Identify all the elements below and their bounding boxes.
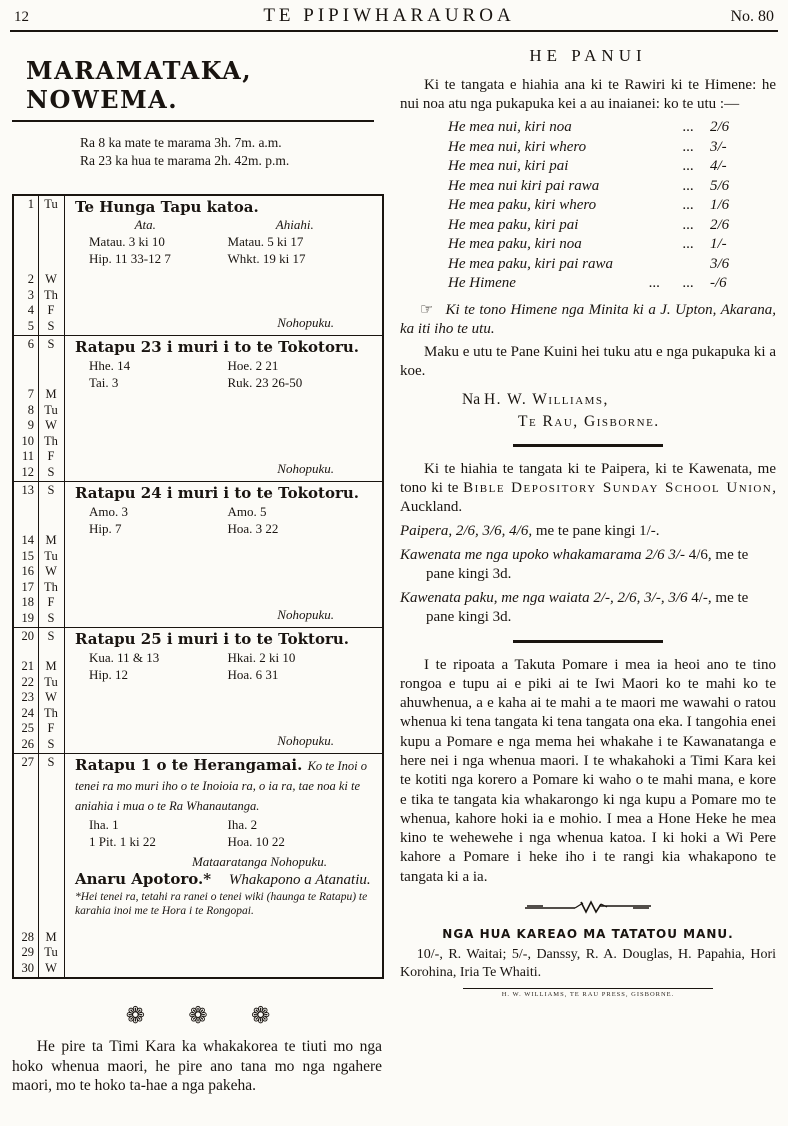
day-letter: W (45, 418, 57, 432)
day-letter: S (47, 610, 55, 625)
signature-line (462, 391, 776, 409)
price-row (448, 157, 744, 177)
lesson-ref: Amo. 3 (89, 504, 128, 519)
lesson-ref: Hoa. 3 22 (227, 521, 279, 536)
calendar-day-row (14, 303, 64, 319)
section-divider-rule (513, 444, 663, 447)
day-column (14, 482, 65, 627)
item-name: He mea paku, kiri noa (448, 236, 582, 252)
evening-lessons (216, 816, 374, 850)
calendar-section (14, 753, 382, 977)
day-letter: M (45, 929, 57, 944)
calendar-day-row (14, 533, 64, 549)
day-letter: S (47, 629, 55, 643)
section-body (65, 336, 382, 481)
morning-label: Ata. (134, 217, 156, 232)
calendar-day-row (14, 755, 64, 771)
section-heading (75, 198, 374, 217)
item-price: 2/6 (710, 119, 730, 135)
item-price: 3/- (710, 138, 727, 155)
day-number: 24 (21, 705, 34, 720)
day-rows (14, 533, 64, 626)
leader-dots: ... (682, 177, 694, 194)
page-number: 12 (14, 9, 29, 25)
day-number: 18 (21, 595, 34, 609)
vigil-fast-note: Mataaratanga Nohopuku. (191, 854, 328, 869)
lesson-ref: Ruk. 23 26-50 (227, 375, 303, 390)
day-letter: F (47, 449, 55, 463)
day-number: 9 (27, 418, 34, 432)
calendar-day-row (14, 580, 64, 596)
day-number: 2 (27, 272, 34, 286)
day-letter: Th (44, 433, 58, 448)
calendar-day-row (14, 564, 64, 580)
heading-text: Ratapu 24 i muri i to te Tokotoru. (75, 484, 359, 502)
calendar-day-row (14, 403, 64, 419)
leader-dots: ... (682, 119, 694, 135)
day-number: 27 (21, 755, 34, 769)
calendar-section (14, 335, 382, 481)
lesson-ref: Iha. 1 (89, 817, 119, 832)
calendar-day-row (14, 449, 64, 465)
saint-creed-note: Whakapono a Atanatiu. (228, 872, 371, 888)
day-number: 25 (21, 721, 34, 735)
kareao-heading: NGA HUA KAREAO MA TATATOU MANU. (442, 927, 734, 942)
item-price: 4/- (710, 158, 727, 174)
morning-lessons (75, 503, 216, 537)
day-number: 21 (21, 659, 34, 673)
day-number: 26 (21, 736, 34, 751)
item-name: He mea nui, kiri noa (448, 119, 572, 135)
calendar-day-row (14, 721, 64, 737)
item-name: He mea nui, kiri pai (448, 158, 569, 174)
item-name: He mea paku, kiri pai (448, 216, 579, 233)
calendar-day-row (14, 611, 64, 627)
price-list (448, 118, 744, 294)
heading-note: Ko te Inoi o tenei ra mo muri iho o te Inoioia ra, o ia ra, tae noa ki te aniahia i mua o te Ra Whanautanga. (75, 759, 367, 813)
day-letter: Th (44, 287, 58, 302)
day-column (14, 754, 65, 977)
price-row (448, 235, 744, 255)
book-title: Kawenata me nga upoko whakamarama 2/6 3/- (400, 546, 685, 563)
evening-lessons (216, 233, 374, 267)
lessons (75, 816, 374, 850)
day-letter: W (45, 960, 57, 975)
day-number: 1 (27, 197, 34, 211)
book-price: 4/6, me te pane kingi 3d. (426, 546, 749, 582)
item-name: He mea paku, kiri whero (448, 197, 597, 213)
morning-lessons (75, 649, 216, 683)
issue-number: No. 80 (730, 8, 774, 25)
calendar-day-row (14, 659, 64, 675)
lessons (75, 357, 374, 391)
section-body (65, 196, 382, 335)
calendar-day-row (14, 945, 64, 961)
calendar-section (14, 481, 382, 627)
lesson-ref: Whkt. 19 ki 17 (227, 251, 306, 266)
day-letter: M (45, 659, 57, 673)
lesson-ref: Iha. 2 (227, 817, 258, 832)
item-price: 1/6 (710, 197, 730, 213)
right-column (400, 32, 776, 1096)
tailpiece-ornament-icon (400, 900, 776, 919)
day-number: 8 (27, 402, 34, 417)
signature-place: Te Rau, Gisborne. (518, 412, 660, 430)
testament-price-line (400, 546, 776, 584)
section-body (65, 754, 382, 977)
lesson-ref: Hoa. 6 31 (227, 667, 279, 682)
day-number: 3 (27, 287, 34, 302)
day-letter: F (47, 721, 55, 735)
book-price: me te pane kingi 1/-. (532, 522, 660, 539)
moon-line: Ra 8 ka mate te marama 3h. 7m. a.m. (80, 135, 282, 150)
day-letter: S (47, 337, 55, 351)
fast-note: Nohopuku. (277, 607, 334, 622)
leader-dots: ... (682, 158, 694, 174)
day-number: 13 (21, 483, 34, 497)
price-row (448, 274, 744, 294)
lesson-ref: Hip. 7 (89, 521, 122, 536)
evening-label: Ahiahi. (275, 217, 314, 232)
day-letter: Tu (44, 197, 58, 211)
day-letter: Tu (44, 402, 58, 417)
fast-note: Nohopuku. (277, 315, 334, 330)
day-letter: W (45, 272, 57, 286)
section-heading (75, 630, 374, 649)
land-bill-paragraph: He pire ta Timi Kara ka whakakorea te tiuti mo nga hoko whenua maori, he pire ano tana mo nga ngahere maori, mo te hoko ta-hae a nga pakeha. (12, 1038, 382, 1094)
saint-name: Anaru Apotoro.* (75, 870, 212, 888)
moon-phase-lines (80, 134, 384, 169)
day-letter: Tu (44, 945, 58, 959)
bible-depository-name: Bible Depository Sunday School Union (463, 479, 773, 496)
day-number: 12 (21, 464, 34, 479)
bible-price-line (400, 522, 776, 541)
lesson-ref: Kua. 11 & 13 (89, 650, 160, 665)
day-column (14, 628, 65, 753)
rosette-ornament-icon: ❁ ❁ ❁ (125, 1003, 289, 1029)
calendar-day-row (14, 288, 64, 304)
item-name: He mea nui, kiri whero (448, 138, 587, 155)
postage-note: Maku e utu te Pane Kuini hei tuku atu e nga pukapuka ki a koe. (400, 343, 776, 379)
day-number: 4 (27, 303, 34, 317)
price-row (448, 138, 744, 158)
day-number: 28 (21, 929, 34, 944)
lesson-ref: Hip. 12 (89, 667, 128, 682)
evening-lessons (216, 503, 374, 537)
pomare-report-paragraph: I te ripoata a Takuta Pomare i mea ia heoi ano te tino rongoa e tupu ai e piki ai te Iwi Maori ko te mahi ko te ahuwhenua, a e kaha ai te mahi a te maori me wawahi o ratou whenua ki tena tangata ki tena tangata ona eka. I tangohia enei kupu a Pomare e nga mema hei whakahe i te Kawanatanga e here nei i nga whenua maori. I te whakahoki a Timi Kara kei te kotiti nga korero a Pomare ki waho o te mahi mana, e kore e tika te tangata kia whakarongo ki nga kupu a Pomare mo te whenua, kahore hoki ia e mohio. I mea a Hone Heke he mea kino te wehewehe i nga whenua katoa. I ki hoki a Wi Pere kahore a Pomare i heke iho i te rangi kia whakapono te tangata ki a ia. (400, 656, 776, 885)
day-letter: Th (44, 579, 58, 594)
day-number: 11 (21, 449, 34, 463)
lesson-ref: 1 Pit. 1 ki 22 (89, 834, 156, 849)
calendar-day-row (14, 629, 64, 645)
lesson-ref: Amo. 5 (227, 504, 267, 519)
day-letter: M (45, 533, 57, 547)
morning-lessons (75, 233, 216, 267)
leader-dots: ... (682, 138, 694, 155)
calendar-day-row (14, 595, 64, 611)
calendar-day-row (14, 337, 64, 353)
calendar-day-row (14, 930, 64, 946)
price-row (448, 177, 744, 197)
lesson-ref: Hhe. 14 (89, 358, 131, 373)
day-letter: W (45, 690, 57, 704)
calendar-table (12, 194, 384, 979)
day-letter: S (47, 318, 55, 333)
calendar-day-row (14, 272, 64, 288)
leader-dots: ... ... (649, 275, 694, 291)
lesson-ref: Tai. 3 (89, 375, 119, 390)
day-number: 17 (21, 579, 34, 594)
page-columns (10, 32, 778, 1096)
price-row (448, 118, 744, 138)
kareao-subscribers: 10/-, R. Waitai; 5/-, Danssy, R. A. Douglas, H. Papahia, Hori Korohina, Iria Te Whaiti. (400, 947, 776, 980)
day-rows (14, 930, 64, 977)
day-number: 29 (21, 945, 34, 959)
fast-note: Nohopuku. (277, 733, 334, 748)
day-number: 5 (27, 318, 34, 333)
price-row (448, 196, 744, 216)
section-divider-rule (513, 640, 663, 643)
item-name: He Himene (448, 275, 516, 291)
minister-discount-note (400, 300, 776, 339)
book-title: Paipera, 2/6, 3/6, 4/6, (400, 522, 533, 539)
printer-imprint: H. W. WILLIAMS, TE RAU PRESS, GISBORNE. (463, 988, 713, 998)
fast-note: Nohopuku. (277, 461, 334, 476)
morning-lessons (75, 357, 216, 391)
item-price: 3/6 (710, 255, 730, 272)
panui-intro: Ki te tangata e hiahia ana ki te Rawiri ki te Himene: he nui noa atu nga pukapuka kei a au inaianei: ko te utu :— (400, 77, 776, 112)
calendar-day-row (14, 675, 64, 691)
calendar-day-row (14, 690, 64, 706)
calendar-day-row (14, 387, 64, 403)
day-column (14, 336, 65, 481)
day-letter: S (47, 736, 55, 751)
lesson-ref: Hoe. 2 21 (227, 358, 279, 373)
section-footnote: *Hei tenei ra, tetahi ra ranei o tenei wiki (haunga te Ratapu) te karahia inoi me te Hora i te Rongopai. (75, 891, 368, 917)
day-rows (14, 272, 64, 334)
section-body (65, 628, 382, 753)
day-number: 15 (21, 548, 34, 563)
day-letter: W (45, 564, 57, 578)
calendar-title: MARAMATAKA, NOWEMA. (26, 56, 253, 114)
section-heading (75, 756, 374, 816)
heading-text: Ratapu 1 o te Herangamai. (75, 756, 303, 774)
day-letter: Th (44, 705, 58, 720)
signature-name: H. W. Williams, (483, 390, 609, 408)
lessons (75, 649, 374, 683)
lesson-ref: Matau. 3 ki 10 (89, 234, 165, 249)
calendar-day-row (14, 483, 64, 499)
day-number: 19 (21, 610, 34, 625)
lesson-labels (75, 217, 374, 233)
day-letter: F (47, 303, 55, 317)
calendar-section (14, 627, 382, 753)
masthead (10, 3, 778, 27)
panui-heading: HE PANUI (529, 46, 647, 65)
item-price: 5/6 (710, 177, 730, 194)
lessons (75, 233, 374, 267)
section-body (65, 482, 382, 627)
title-rule (12, 120, 374, 122)
item-price: -/6 (710, 275, 727, 291)
lesson-ref: Hoa. 10 22 (227, 834, 285, 849)
day-number: 22 (21, 674, 34, 689)
day-number: 14 (21, 533, 34, 547)
saint-day-line (75, 870, 374, 889)
bible-depository-paragraph (400, 460, 776, 517)
day-number: 23 (21, 690, 34, 704)
day-letter: Tu (44, 674, 58, 689)
price-row (448, 216, 744, 236)
item-name: He mea nui kiri pai rawa (448, 177, 600, 194)
day-letter: S (47, 464, 55, 479)
section-heading (75, 484, 374, 503)
day-letter: Tu (44, 548, 58, 563)
calendar-day-row (14, 961, 64, 977)
day-number: 10 (21, 433, 34, 448)
calendar-day-row (14, 465, 64, 481)
day-number: 16 (21, 564, 34, 578)
day-column (14, 196, 65, 335)
day-rows (14, 659, 64, 752)
book-price: 4/-, me te pane kingi 3d. (426, 589, 749, 625)
day-number: 7 (27, 387, 34, 401)
moon-line: Ra 23 ka hua te marama 2h. 42m. p.m. (80, 152, 290, 168)
lessons (75, 503, 374, 537)
heading-text: Ratapu 23 i muri i to te Tokotoru. (75, 338, 359, 356)
day-rows (14, 387, 64, 480)
leader-dots: ... (682, 197, 694, 213)
small-testament-price-line (400, 589, 776, 627)
lesson-ref: Hip. 11 33-12 7 (89, 251, 171, 266)
day-letter: S (47, 755, 55, 769)
book-title: Kawenata paku, me nga waiata 2/-, 2/6, 3/-, 3/6 (400, 589, 688, 606)
day-letter: F (47, 595, 55, 609)
masthead-title: TE PIPIWHARAUROA (263, 5, 515, 26)
calendar-day-row (14, 706, 64, 722)
calendar-day-row (14, 549, 64, 565)
bible-text-suffix: , Auckland. (400, 479, 776, 515)
calendar-day-row (14, 197, 64, 213)
lesson-ref: Matau. 5 ki 17 (227, 234, 304, 249)
item-price: 2/6 (710, 216, 730, 233)
leader-dots: ... (682, 216, 694, 233)
day-letter: M (45, 387, 57, 401)
left-column (12, 32, 384, 1096)
note-text: Ki te tono Himene nga Minita ki a J. Upton, Akarana, ka iti iho te utu. (400, 301, 776, 337)
price-row (448, 255, 744, 275)
lesson-ref: Hkai. 2 ki 10 (227, 650, 296, 665)
leader-dots: ... (682, 236, 694, 252)
item-price: 1/- (710, 236, 727, 252)
signature-prefix: Na (462, 390, 484, 408)
morning-lessons (75, 816, 216, 850)
calendar-day-row (14, 319, 64, 335)
heading-text: Te Hunga Tapu katoa. (75, 198, 259, 216)
calendar-day-row (14, 434, 64, 450)
section-heading (75, 338, 374, 357)
day-number: 20 (21, 629, 34, 643)
pointing-hand-icon: ☞ (420, 299, 434, 318)
day-number: 30 (21, 960, 34, 975)
calendar-day-row (14, 418, 64, 434)
day-letter: S (47, 483, 55, 497)
day-number: 6 (27, 337, 34, 351)
calendar-section (14, 196, 382, 335)
evening-lessons (216, 649, 374, 683)
heading-text: Ratapu 25 i muri i to te Toktoru. (75, 630, 349, 648)
calendar-day-row (14, 737, 64, 753)
bible-text-prefix: Ki te hiahia te tangata ki te Paipera, ki te Kawenata, me tono ki te (400, 460, 776, 496)
evening-lessons (216, 357, 374, 391)
item-name: He mea paku, kiri pai rawa (448, 255, 613, 272)
